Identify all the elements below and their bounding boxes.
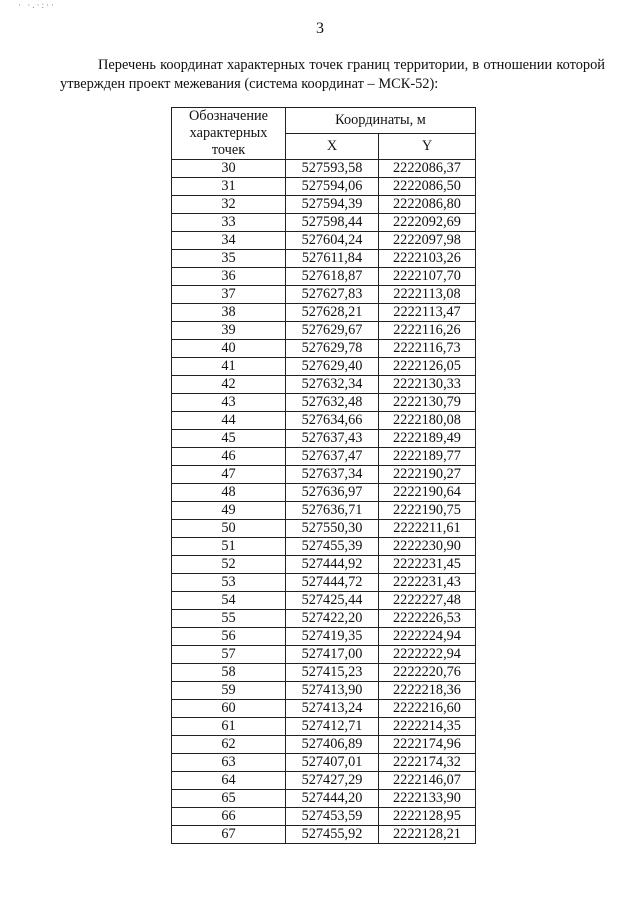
x-coordinate-cell: 527407,01 [286, 754, 379, 772]
point-number-cell: 58 [172, 664, 286, 682]
y-coordinate-cell: 2222092,69 [379, 214, 476, 232]
y-coordinate-cell: 2222189,49 [379, 430, 476, 448]
y-coordinate-cell: 2222113,08 [379, 286, 476, 304]
x-coordinate-cell: 527422,20 [286, 610, 379, 628]
table-row [172, 268, 476, 286]
x-coordinate-cell: 527598,44 [286, 214, 379, 232]
y-coordinate-cell: 2222174,96 [379, 736, 476, 754]
x-coordinate-cell: 527618,87 [286, 268, 379, 286]
y-coordinate-cell: 2222216,60 [379, 700, 476, 718]
y-coordinate-cell: 2222190,27 [379, 466, 476, 484]
x-coordinate-cell: 527419,35 [286, 628, 379, 646]
table-row [172, 718, 476, 736]
y-coordinate-cell: 2222128,21 [379, 826, 476, 844]
y-coordinate-cell: 2222130,33 [379, 376, 476, 394]
y-coordinate-cell: 2222226,53 [379, 610, 476, 628]
table-row [172, 628, 476, 646]
table-row [172, 808, 476, 826]
x-coordinate-cell: 527629,67 [286, 322, 379, 340]
point-number-cell: 42 [172, 376, 286, 394]
y-coordinate-cell: 2222190,64 [379, 484, 476, 502]
y-coordinate-cell: 2222116,26 [379, 322, 476, 340]
x-coordinate-cell: 527455,92 [286, 826, 379, 844]
x-coordinate-cell: 527594,06 [286, 178, 379, 196]
point-number-cell: 37 [172, 286, 286, 304]
coordinates-table [171, 107, 476, 844]
table-row [172, 232, 476, 250]
table-row [172, 448, 476, 466]
table-row [172, 592, 476, 610]
x-coordinate-cell: 527444,92 [286, 556, 379, 574]
x-coordinate-cell: 527604,24 [286, 232, 379, 250]
y-coordinate-cell: 2222174,32 [379, 754, 476, 772]
x-coordinate-cell: 527453,59 [286, 808, 379, 826]
column-header-y: Y [379, 134, 476, 160]
point-number-cell: 45 [172, 430, 286, 448]
table-row [172, 664, 476, 682]
y-coordinate-cell: 2222130,79 [379, 394, 476, 412]
table-row [172, 430, 476, 448]
table-row [172, 412, 476, 430]
column-header-point: Обозначение характерных точек [172, 108, 286, 160]
table-row [172, 520, 476, 538]
point-number-cell: 50 [172, 520, 286, 538]
y-coordinate-cell: 2222189,77 [379, 448, 476, 466]
x-coordinate-cell: 527632,34 [286, 376, 379, 394]
x-coordinate-cell: 527427,29 [286, 772, 379, 790]
x-coordinate-cell: 527444,72 [286, 574, 379, 592]
y-coordinate-cell: 2222222,94 [379, 646, 476, 664]
y-coordinate-cell: 2222113,47 [379, 304, 476, 322]
table-row [172, 196, 476, 214]
y-coordinate-cell: 2222086,80 [379, 196, 476, 214]
table-row [172, 826, 476, 844]
x-coordinate-cell: 527611,84 [286, 250, 379, 268]
x-coordinate-cell: 527444,20 [286, 790, 379, 808]
point-number-cell: 52 [172, 556, 286, 574]
point-number-cell: 46 [172, 448, 286, 466]
y-coordinate-cell: 2222230,90 [379, 538, 476, 556]
table-body [172, 160, 476, 844]
point-number-cell: 66 [172, 808, 286, 826]
table-row [172, 178, 476, 196]
table-row [172, 502, 476, 520]
x-coordinate-cell: 527417,00 [286, 646, 379, 664]
y-coordinate-cell: 2222086,50 [379, 178, 476, 196]
point-number-cell: 33 [172, 214, 286, 232]
table-row [172, 772, 476, 790]
point-number-cell: 39 [172, 322, 286, 340]
point-number-cell: 36 [172, 268, 286, 286]
table-row [172, 736, 476, 754]
point-number-cell: 43 [172, 394, 286, 412]
table-row [172, 358, 476, 376]
point-number-cell: 67 [172, 826, 286, 844]
table-row [172, 286, 476, 304]
point-number-cell: 60 [172, 700, 286, 718]
table-row [172, 682, 476, 700]
x-coordinate-cell: 527425,44 [286, 592, 379, 610]
column-header-coordinates: Координаты, м [286, 108, 476, 134]
y-coordinate-cell: 2222146,07 [379, 772, 476, 790]
point-number-cell: 59 [172, 682, 286, 700]
y-coordinate-cell: 2222211,61 [379, 520, 476, 538]
table-row [172, 160, 476, 178]
point-number-cell: 56 [172, 628, 286, 646]
point-number-cell: 35 [172, 250, 286, 268]
y-coordinate-cell: 2222224,94 [379, 628, 476, 646]
table-row [172, 394, 476, 412]
x-coordinate-cell: 527455,39 [286, 538, 379, 556]
table-row [172, 214, 476, 232]
column-header-x: X [286, 134, 379, 160]
point-number-cell: 51 [172, 538, 286, 556]
x-coordinate-cell: 527636,97 [286, 484, 379, 502]
x-coordinate-cell: 527629,40 [286, 358, 379, 376]
point-number-cell: 57 [172, 646, 286, 664]
point-number-cell: 65 [172, 790, 286, 808]
x-coordinate-cell: 527637,47 [286, 448, 379, 466]
y-coordinate-cell: 2222231,43 [379, 574, 476, 592]
table-row [172, 466, 476, 484]
point-number-cell: 64 [172, 772, 286, 790]
point-number-cell: 34 [172, 232, 286, 250]
y-coordinate-cell: 2222086,37 [379, 160, 476, 178]
table-row [172, 304, 476, 322]
x-coordinate-cell: 527632,48 [286, 394, 379, 412]
table-row [172, 574, 476, 592]
point-number-cell: 61 [172, 718, 286, 736]
point-number-cell: 40 [172, 340, 286, 358]
table-row [172, 340, 476, 358]
x-coordinate-cell: 527406,89 [286, 736, 379, 754]
x-coordinate-cell: 527412,71 [286, 718, 379, 736]
table-row [172, 610, 476, 628]
x-coordinate-cell: 527593,58 [286, 160, 379, 178]
x-coordinate-cell: 527413,24 [286, 700, 379, 718]
x-coordinate-cell: 527413,90 [286, 682, 379, 700]
point-number-cell: 30 [172, 160, 286, 178]
point-number-cell: 44 [172, 412, 286, 430]
x-coordinate-cell: 527634,66 [286, 412, 379, 430]
table-row [172, 322, 476, 340]
y-coordinate-cell: 2222097,98 [379, 232, 476, 250]
y-coordinate-cell: 2222133,90 [379, 790, 476, 808]
x-coordinate-cell: 527415,23 [286, 664, 379, 682]
point-number-cell: 62 [172, 736, 286, 754]
x-coordinate-cell: 527636,71 [286, 502, 379, 520]
x-coordinate-cell: 527550,30 [286, 520, 379, 538]
point-number-cell: 63 [172, 754, 286, 772]
x-coordinate-cell: 527637,43 [286, 430, 379, 448]
x-coordinate-cell: 527629,78 [286, 340, 379, 358]
y-coordinate-cell: 2222126,05 [379, 358, 476, 376]
y-coordinate-cell: 2222116,73 [379, 340, 476, 358]
table-row [172, 538, 476, 556]
scan-artifact: · ·.·:·· [18, 0, 56, 10]
x-coordinate-cell: 527627,83 [286, 286, 379, 304]
point-number-cell: 32 [172, 196, 286, 214]
point-number-cell: 41 [172, 358, 286, 376]
y-coordinate-cell: 2222128,95 [379, 808, 476, 826]
point-number-cell: 48 [172, 484, 286, 502]
point-number-cell: 47 [172, 466, 286, 484]
y-coordinate-cell: 2222107,70 [379, 268, 476, 286]
y-coordinate-cell: 2222103,26 [379, 250, 476, 268]
table-row [172, 484, 476, 502]
x-coordinate-cell: 527628,21 [286, 304, 379, 322]
table-row [172, 376, 476, 394]
y-coordinate-cell: 2222227,48 [379, 592, 476, 610]
table-row [172, 790, 476, 808]
y-coordinate-cell: 2222214,35 [379, 718, 476, 736]
page-number: 3 [316, 20, 324, 37]
y-coordinate-cell: 2222180,08 [379, 412, 476, 430]
point-number-cell: 55 [172, 610, 286, 628]
document-heading: Перечень координат характерных точек границ территории, в отношении которой утвержден проект межевания (система координат – МСК-52): [60, 57, 605, 92]
table-row [172, 556, 476, 574]
table-row [172, 754, 476, 772]
y-coordinate-cell: 2222218,36 [379, 682, 476, 700]
x-coordinate-cell: 527637,34 [286, 466, 379, 484]
table-row [172, 646, 476, 664]
y-coordinate-cell: 2222190,75 [379, 502, 476, 520]
point-number-cell: 49 [172, 502, 286, 520]
point-number-cell: 54 [172, 592, 286, 610]
table-row [172, 700, 476, 718]
y-coordinate-cell: 2222220,76 [379, 664, 476, 682]
table-row [172, 250, 476, 268]
point-number-cell: 53 [172, 574, 286, 592]
x-coordinate-cell: 527594,39 [286, 196, 379, 214]
point-number-cell: 31 [172, 178, 286, 196]
y-coordinate-cell: 2222231,45 [379, 556, 476, 574]
point-number-cell: 38 [172, 304, 286, 322]
